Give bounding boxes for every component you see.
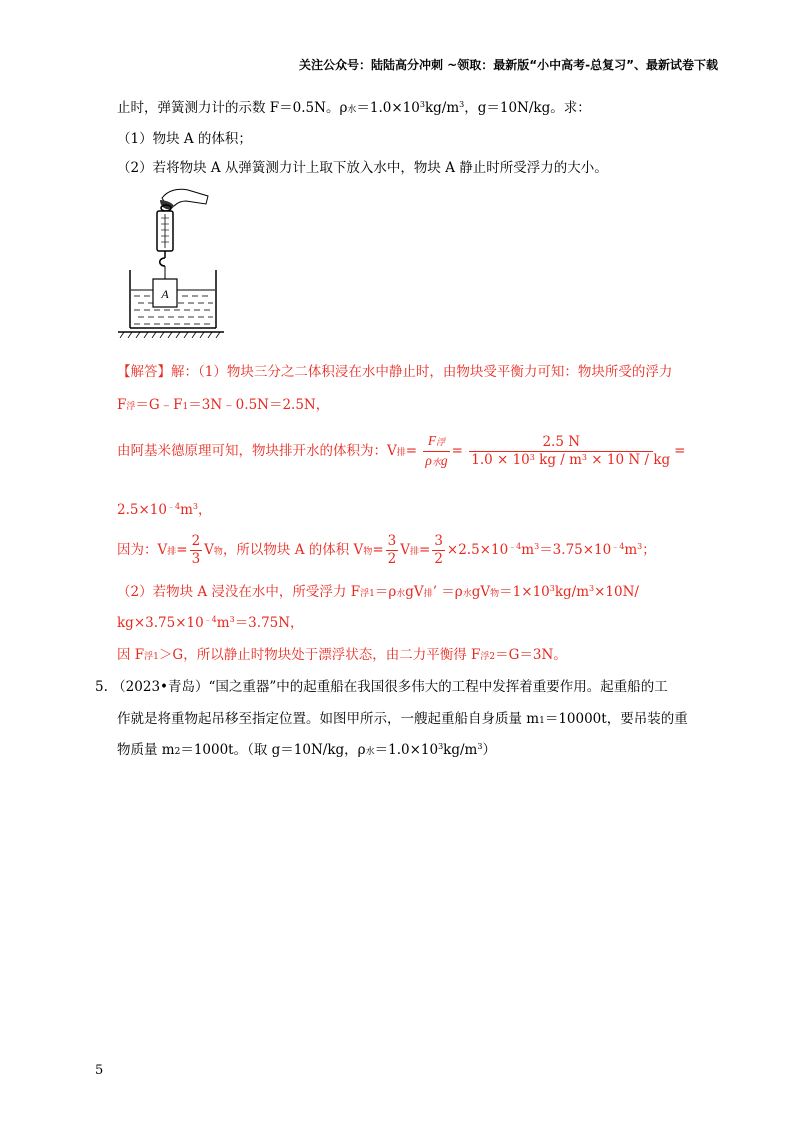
subscript: 浮 <box>126 402 136 412</box>
text: m <box>624 542 638 558</box>
superscript: 3 <box>459 100 465 109</box>
text: m <box>180 502 193 518</box>
subscript: 浮1 <box>144 652 159 662</box>
superscript: ﹣4 <box>611 542 625 551</box>
text: ＝3N﹣0.5N＝2.5N， <box>188 397 330 413</box>
answer-line-6 <box>117 582 639 604</box>
page-number: 5 <box>95 1063 104 1078</box>
numerator: 2 <box>191 533 201 549</box>
text: 物质量 m <box>117 742 175 758</box>
text: ρ <box>425 453 432 468</box>
answer-line-2 <box>117 395 329 417</box>
superscript: ﹣4 <box>203 615 217 624</box>
superscript: 3 <box>534 542 540 551</box>
answer-line-8 <box>117 645 567 667</box>
problem5-line-2 <box>117 709 688 731</box>
superscript: ﹣4 <box>508 542 522 551</box>
text: 1.0 × 10 <box>471 452 530 468</box>
text: V <box>204 542 214 558</box>
numerator: 3 <box>387 533 397 549</box>
subscript: 水 <box>462 589 472 599</box>
text: 2.5×10 <box>117 502 167 518</box>
text: kg/m <box>554 584 590 600</box>
text: ，所以物块 A 的体积 V <box>222 542 364 558</box>
text: （2）若物块 A 浸没在水中，所受浮力 F <box>117 584 361 600</box>
subscript: 排 <box>167 547 177 557</box>
superscript: 3 <box>192 502 198 511</box>
text: m <box>216 615 230 631</box>
equals: = <box>419 542 431 558</box>
subscript: 水 <box>347 105 357 115</box>
text: ， <box>197 502 212 518</box>
text: ＝3.75×10 <box>539 542 612 558</box>
answer-tag: 【解答】 <box>117 364 171 380</box>
text: 因 F <box>117 647 145 663</box>
text: F <box>117 397 127 413</box>
question-1: （1）物块 A 的体积； <box>117 131 252 147</box>
answer-line-3 <box>117 432 685 471</box>
superscript: 3 <box>589 584 595 593</box>
text: × 10 N / kg <box>587 452 671 468</box>
text: ＝1.0×10 <box>356 100 420 116</box>
text: ＝10000t，要吊装的重 <box>544 711 688 727</box>
problem-line-1 <box>117 98 591 120</box>
superscript: 3 <box>549 584 555 593</box>
text: ＝1×10 <box>499 584 550 600</box>
superscript: 3 <box>419 100 425 109</box>
text: kg×3.75×10 <box>117 615 204 631</box>
text: ＞G，所以静止时物块处于漂浮状态，由二力平衡得 F <box>158 647 481 663</box>
text: ×2.5×10 <box>446 542 509 558</box>
text: ＝ρ <box>374 584 397 600</box>
superscript: 3 <box>477 742 483 751</box>
equals: = <box>372 542 384 558</box>
subscript: 浮1 <box>360 589 375 599</box>
fraction-3-2-b <box>432 533 445 568</box>
text: gV <box>405 584 424 600</box>
subscript: 水 <box>396 589 406 599</box>
text: gV <box>471 584 491 600</box>
fraction-3-2 <box>386 533 399 568</box>
denominator: 3 <box>191 551 201 567</box>
superscript: 3 <box>637 542 643 551</box>
subscript: 水 <box>365 747 375 757</box>
problem5-line-3 <box>117 740 496 762</box>
answer-line-5 <box>117 532 656 570</box>
equals: = <box>405 443 418 459</box>
text: ＝1000t。（取 g＝10N/kg，ρ <box>180 742 366 758</box>
subscript: 排 <box>423 589 433 599</box>
text: m <box>521 542 535 558</box>
text: kg / m <box>534 452 582 468</box>
subscript: 排 <box>396 448 406 458</box>
text: ＝1.0×10 <box>374 742 439 758</box>
superscript: ﹣4 <box>166 502 181 511</box>
subscript: 水 <box>431 457 441 467</box>
text: ’ ＝ρ <box>432 584 463 600</box>
text: kg/m <box>443 742 478 758</box>
fraction-f-over-rho-g <box>423 432 449 471</box>
denominator: 2 <box>387 551 397 567</box>
text: 止时，弹簧测力计的示数 F＝0.5N。ρ <box>117 100 348 116</box>
fraction-2-3 <box>190 533 203 568</box>
superscript: 3 <box>529 453 535 462</box>
equals: = <box>176 542 188 558</box>
subscript: 1 <box>182 402 189 412</box>
equals: = <box>674 443 686 459</box>
text: g <box>440 453 448 468</box>
denominator: 2 <box>434 551 443 567</box>
page-header: 关注公众号：陆陆高分冲刺 ~领取：最新版“小中高考-总复习”、最新试卷下载 <box>299 58 718 72</box>
subscript: 浮 <box>436 437 446 447</box>
answer-line-7 <box>117 613 304 633</box>
subscript: 1 <box>539 716 545 726</box>
subscript: 物 <box>363 547 373 557</box>
superscript: 3 <box>438 742 444 751</box>
text: ＝G﹣F <box>135 397 183 413</box>
subscript: 浮2 <box>480 652 496 662</box>
text: F <box>427 433 437 448</box>
superscript: 3 <box>581 453 588 462</box>
text: V <box>400 542 410 558</box>
text: ，g＝10N/kg。求： <box>464 100 591 116</box>
text: ； <box>642 542 656 558</box>
superscript: 3 <box>229 615 235 624</box>
text: 由阿基米德原理可知，物块排开水的体积为：V <box>117 443 397 459</box>
text: 作就是将重物起吊移至指定位置。如图甲所示，一艘起重船自身质量 m <box>117 711 540 727</box>
problem5-line-1: 5. （2023•青岛）“国之重器”中的起重船在我国很多伟大的工程中发挥着重要作用。起重船的工 <box>95 679 668 695</box>
numerator: 3 <box>434 533 443 549</box>
text: ＝3.75N， <box>234 615 304 631</box>
equals: = <box>451 443 463 459</box>
subscript: 排 <box>409 547 419 557</box>
text: 因为：V <box>117 542 168 558</box>
answer-line-1 <box>117 362 672 382</box>
question-2: （2）若将物块 A 从弹簧测力计上取下放入水中，物块 A 静止时所受浮力的大小。 <box>117 160 608 176</box>
fraction-values <box>469 434 672 469</box>
text: kg/m <box>424 100 460 116</box>
text: 解：（1）物块三分之二体积浸在水中静止时，由物块受平衡力可知：物块所受的浮力 <box>171 364 673 380</box>
spring-scale-diagram <box>116 186 226 338</box>
ground-hatch <box>120 332 220 338</box>
subscript: 物 <box>213 547 223 557</box>
text: ＝G＝3N。 <box>495 647 567 663</box>
text: ） <box>482 742 496 758</box>
answer-line-4 <box>117 500 211 520</box>
hook <box>160 258 165 266</box>
numerator: 2.5 N <box>469 434 653 452</box>
block-label: A <box>161 287 169 301</box>
spring-scale-figure <box>116 186 226 342</box>
subscript: 物 <box>490 589 500 599</box>
text: ×10N/ <box>594 584 639 600</box>
subscript: 2 <box>174 747 181 757</box>
